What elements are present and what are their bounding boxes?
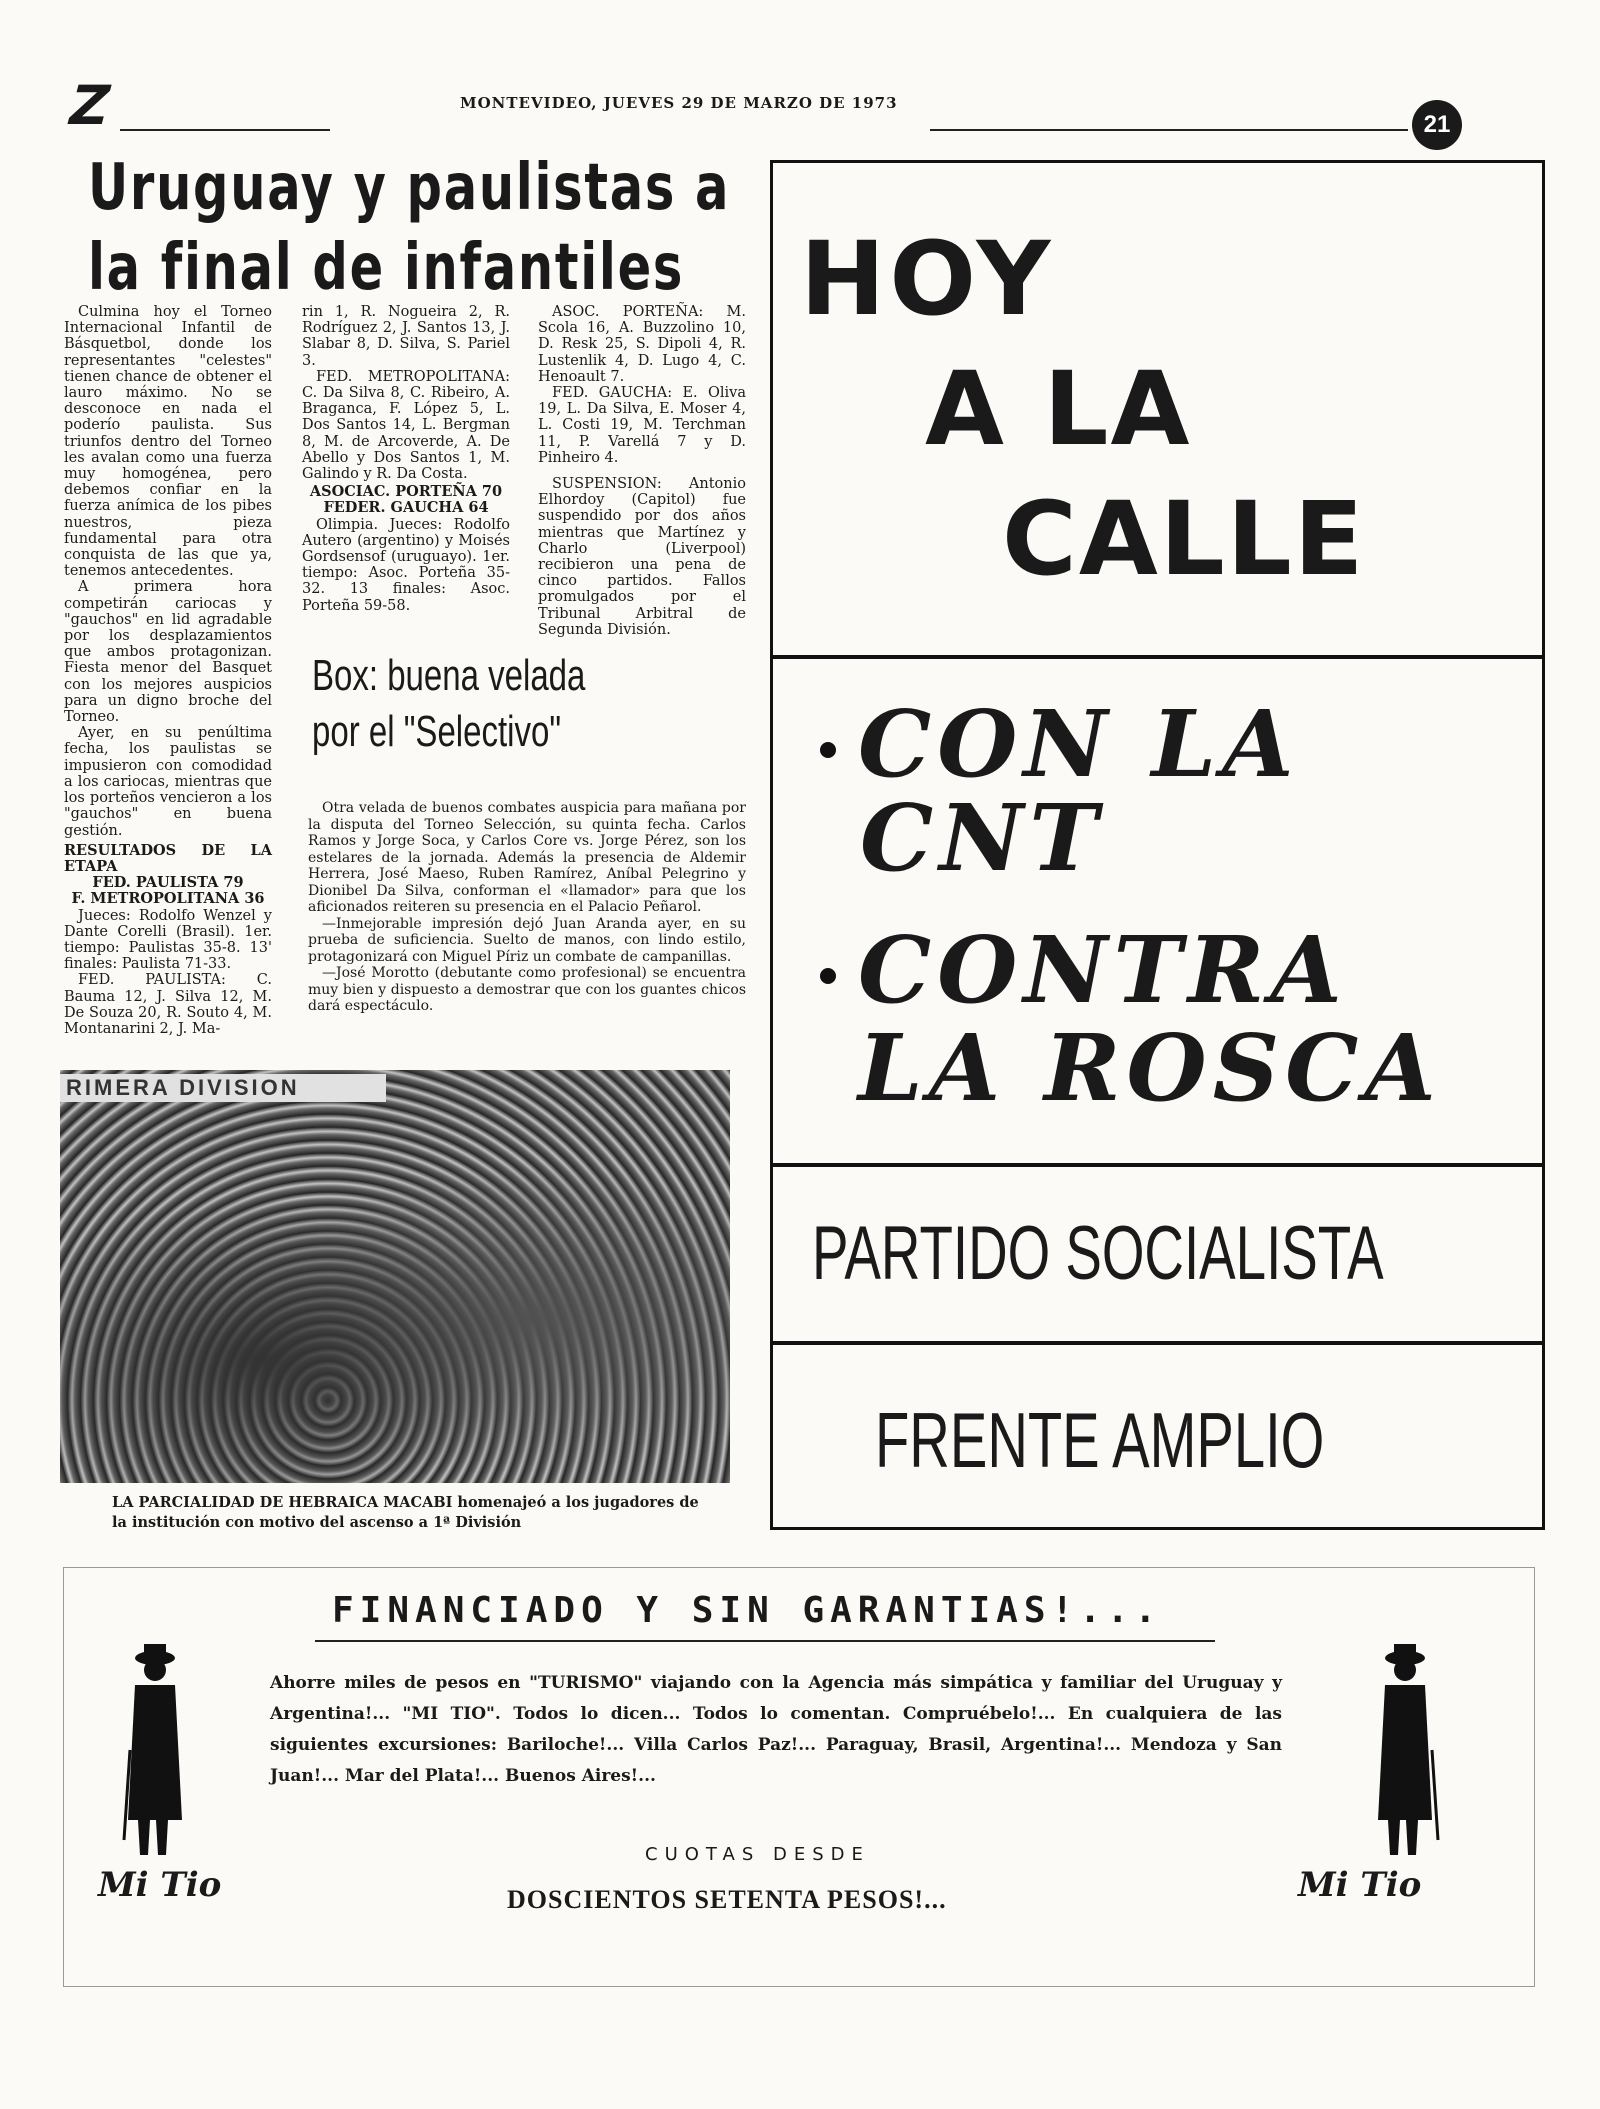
travel-ad-cuotas: CUOTAS DESDE	[645, 1844, 870, 1865]
travel-ad-body: Ahorre miles de pesos en "TURISMO" viajando con la Agencia más simpática y familiar del Uruguay y Argentina!... "MI TIO". Todos lo dicen... Todos lo comentan. Compruébelo!... En cualquiera de las siguientes excursiones: Bariloche!... Villa Carlos Paz!... Paraguay, Brasil, Argentina!... Mendoza y San Juan!... Mar del Plata!... Buenos Aires!...	[270, 1673, 1282, 1786]
article-headline	[88, 148, 731, 308]
paragraph: Ayer, en su penúltima fecha, los paulistas se impusieron con comodidad a los cariocas, mientras que los porteños vencieron a los "gauchos" en buena gestión.	[64, 725, 272, 839]
ad-slogan-la-rosca: LA ROSCA	[858, 1014, 1442, 1122]
paragraph: Olimpia. Jueces: Rodolfo Autero (argentino) y Moisés Gordsensof (uruguayo). 1er. tiempo: Asoc. Porteña 35-32. 13 finales: Asoc. Porteña 59-58.	[302, 516, 510, 614]
paragraph: SUSPENSION: Antonio Elhordoy (Capitol) fue suspendido por dos años mientras que Martínez y Charlo (Liverpool) recibieron una pena de cinco partidos. Fallos promulgados por el Tribunal Arbitral de Segunda División.	[538, 476, 746, 638]
photo-banner-text: RIMERA DIVISION	[60, 1074, 386, 1102]
paragraph: FED. METROPOLITANA: C. Da Silva 8, C. Ribeiro, A. Braganca, F. López 5, L. Dos Santos 14, L. Bergman 8, M. de Arcoverde, A. De Abello y Dos Santos 1, M. Galindo y R. Da Costa.	[302, 368, 510, 483]
box-headline-line-1: Box: buena velada	[312, 651, 586, 700]
man-silhouette-icon	[1360, 1640, 1450, 1865]
paragraph: —Inmejorable impresión dejó Juan Aranda ayer, en su prueba de suficiencia. Suelto de manos, con lindo estilo, protagonizará con Miguel Píriz un combate de campanillas.	[308, 915, 746, 965]
article-column-1	[64, 304, 272, 1037]
brand-right: Mi Tio	[1298, 1865, 1422, 1905]
article-column-2	[302, 304, 510, 614]
box-headline	[312, 648, 585, 760]
article-column-3	[538, 304, 746, 638]
paragraph: FED. GAUCHA: E. Oliva 19, L. Da Silva, E. Moser 4, L. Costi 19, M. Terchman 11, P. Varellá 7 y D. Pinheiro 4.	[538, 385, 746, 466]
ad-divider	[773, 655, 1542, 659]
ad-slogan-con-la: CON LA	[858, 690, 1300, 798]
page-number: 21	[1412, 100, 1462, 150]
paragraph: A primera hora competirán cariocas y "gauchos" en lid agradable por los desplazamientos que ambos protagonizan. Fiesta menor del Basquet con los mejores auspicios para un digno broche del Torneo.	[64, 579, 272, 726]
ad-divider	[773, 1163, 1542, 1167]
header-rule-right	[930, 129, 1408, 131]
ad-line-calle: CALLE	[1002, 480, 1366, 599]
ad-slogan-contra: CONTRA	[858, 916, 1348, 1024]
paragraph: Culmina hoy el Torneo Internacional Infantil de Básquetbol, donde los representantes "celestes" tienen chance de obtener el lauro máximo. No se desconoce en nada el poderío paulista. Sus triunfos dentro del Torneo les avalan como una fuerza muy homogénea, pero debemos confiar en la fuerza anímica de los pibes nuestros, pieza fundamental para otra conquista de las que ya, tenemos antecedentes.	[64, 304, 272, 580]
match1-title-a: FED. PAULISTA 79	[92, 874, 244, 892]
paragraph: Otra velada de buenos combates auspicia para mañana por la disputa del Torneo Selección, su quinta fecha. Carlos Ramos y Jorge Soca, y Carlos Core vs. Jorge Pérez, son los estelares de la jornada. Además la presencia de Aldemir Herrera, José Maeso, Ruben Ramírez, Aníbal Pelegrino y Dionibel Da Silva, conforman el «llamador» para que los aficionados reiteren su presencia en el Palacio Peñarol.	[308, 800, 746, 915]
match2-title-a: ASOCIAC. PORTEÑA 70	[309, 483, 503, 501]
ad-divider	[773, 1341, 1542, 1345]
paragraph: Jueces: Rodolfo Wenzel y Dante Corelli (Brasil). 1er. tiempo: Paulistas 35-8. 13' finales: Paulista 71-33.	[64, 907, 272, 973]
man-silhouette-icon	[110, 1640, 200, 1865]
ad-party-name: PARTIDO SOCIALISTA	[812, 1211, 1384, 1296]
ad-slogan-cnt: CNT	[860, 784, 1104, 892]
match2-title-b: FEDER. GAUCHA 64	[323, 499, 489, 517]
travel-ad-price: DOSCIENTOS SETENTA PESOS!...	[507, 1885, 947, 1914]
match1-title-b: F. METROPOLITANA 36	[71, 890, 265, 908]
results-heading: RESULTADOS DE LA ETAPA	[64, 841, 272, 875]
paragraph: ASOC. PORTEÑA: M. Scola 16, A. Buzzolino 10, D. Resk 25, S. Dipoli 4, R. Lustenlik 4, D. Lugo 4, C. Henoault 7.	[538, 304, 746, 385]
brand-left: Mi Tio	[98, 1865, 222, 1905]
header-rule-left	[120, 129, 330, 131]
headline-line-1: Uruguay y paulistas a	[88, 151, 731, 225]
news-photo	[60, 1070, 730, 1483]
box-article-body	[308, 800, 746, 1015]
bullet-icon	[820, 742, 836, 758]
dateline: MONTEVIDEO, JUEVES 29 DE MARZO DE 1973	[460, 94, 898, 112]
newspaper-logo: Z	[61, 74, 118, 137]
ad-line-a-la: A LA	[925, 350, 1192, 469]
box-headline-line-2: por el "Selectivo"	[312, 707, 562, 756]
headline-line-2: la final de infantiles	[88, 231, 685, 305]
ad-line-hoy: HOY	[800, 220, 1055, 339]
photo-caption: LA PARCIALIDAD DE HEBRAICA MACABI homenajeó a los jugadores de la institución con motivo del ascenso a 1ª División	[112, 1494, 699, 1531]
travel-ad-title: FINANCIADO Y SIN GARANTIAS!...	[332, 1590, 1163, 1631]
paragraph: rin 1, R. Nogueira 2, R. Rodríguez 2, J. Santos 13, J. Slabar 8, D. Silva, S. Pariel 3.	[302, 304, 510, 369]
ad-coalition-name: FRENTE AMPLIO	[875, 1396, 1325, 1484]
bullet-icon	[820, 968, 836, 984]
paragraph: —José Morotto (debutante como profesional) se encuentra muy bien y dispuesto a demostrar que con los guantes chicos dará espectáculo.	[308, 965, 746, 1014]
paragraph: FED. PAULISTA: C. Bauma 12, J. Silva 12, M. De Souza 20, R. Souto 4, M. Montanarini 2, J. Ma-	[64, 972, 272, 1037]
travel-ad-rule	[315, 1640, 1215, 1642]
